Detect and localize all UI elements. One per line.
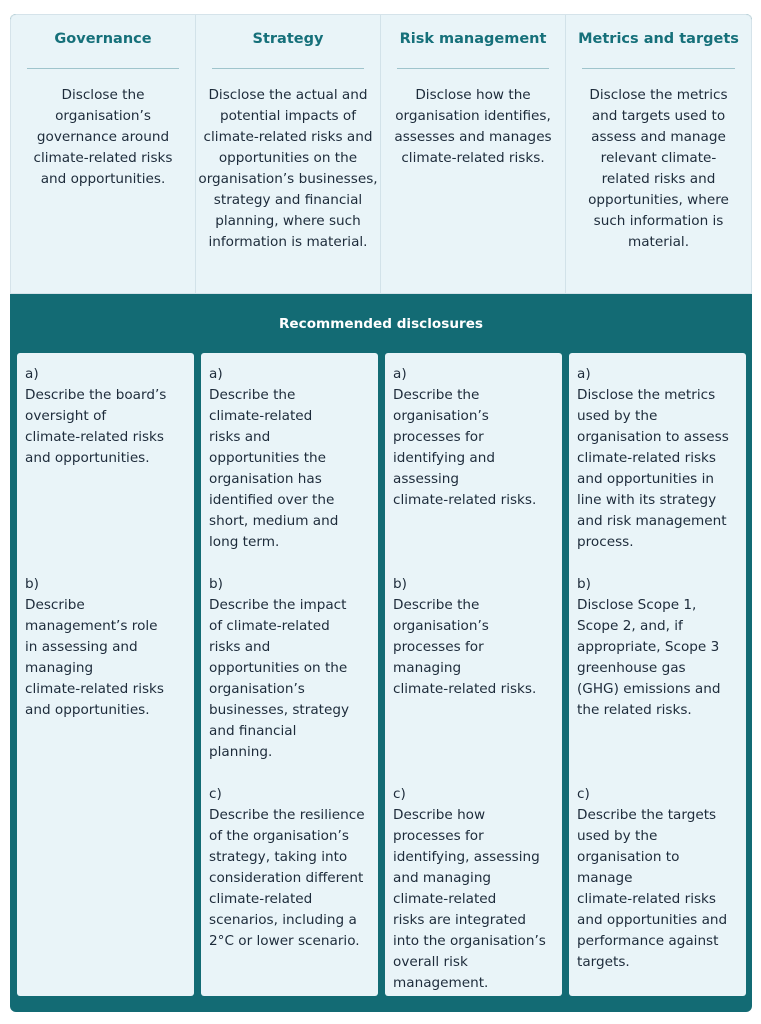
pillar-description: Disclose the metrics and targets used to assess and manage relevant climate-related risks and opportunities, where such information is material. — [588, 87, 729, 250]
pillar-metrics-and-targets — [566, 15, 751, 293]
disclosure-text: Describe the impact of climate-related risks and opportunities on the organisation’s businesses, strategy and financial planning. — [209, 597, 350, 760]
disclosure-label: c) — [209, 786, 222, 802]
disclosure-item — [393, 574, 569, 700]
disclosure-text: Describe the organisation’s processes for identifying and assessing climate-related risks. — [393, 387, 537, 508]
disclosure-text: Describe how processes for identifying, assessing and managing climate-related risks are integrated into the organisation’s overall risk management. — [393, 807, 546, 991]
pillar-description: Disclose the actual and potential impacts of climate-related risks and opportunities on the organisation’s businesses, strategy and financial planning, where such information is material. — [198, 87, 378, 250]
disclosure-label: b) — [25, 576, 39, 592]
disclosure-label: a) — [577, 366, 591, 382]
disclosure-label: b) — [393, 576, 407, 592]
pillar-title: Risk management — [399, 31, 547, 47]
disclosure-text: Describe the targets used by the organisation to manage climate-related risks and opportunities and performance against targets. — [577, 807, 728, 970]
disclosure-item — [209, 364, 385, 553]
disclosure-item — [25, 364, 201, 469]
disclosure-text: Describe the board’s oversight of climate-related risks and opportunities. — [25, 387, 167, 466]
disclosure-label: a) — [393, 366, 407, 382]
disclosure-item — [393, 784, 569, 994]
divider — [582, 68, 735, 69]
disclosure-item — [25, 574, 201, 721]
metrics-and-targets-disclosures-card — [569, 353, 746, 996]
disclosure-framework — [10, 14, 752, 1012]
disclosure-text: Describe the resilience of the organisation’s strategy, taking into consideration different climate-related scenarios, including a 2°C or lower scenario. — [209, 807, 365, 949]
disclosure-text: Disclose Scope 1, Scope 2, and, if appropriate, Scope 3 greenhouse gas (GHG) emissions and the related risks. — [577, 597, 721, 718]
disclosure-item — [577, 574, 752, 721]
disclosure-text: Describe the organisation’s processes for managing climate-related risks. — [393, 597, 537, 697]
disclosure-text: Describe the climate-related risks and opportunities the organisation has identified over the short, medium and long term. — [209, 387, 339, 550]
governance-disclosures-card — [17, 353, 194, 996]
risk-management-disclosures-card — [385, 353, 562, 996]
pillar-description: Disclose the organisation’s governance around climate-related risks and opportunities. — [33, 87, 173, 187]
divider — [397, 68, 549, 69]
pillars-header — [10, 14, 752, 294]
disclosure-label: a) — [25, 366, 39, 382]
disclosure-item — [209, 784, 385, 952]
disclosure-label: c) — [393, 786, 406, 802]
disclosure-item — [393, 364, 569, 511]
pillar-strategy — [196, 15, 381, 293]
pillar-risk-management — [381, 15, 566, 293]
disclosure-label: a) — [209, 366, 223, 382]
recommended-disclosures-heading: Recommended disclosures — [278, 316, 484, 332]
disclosure-item — [577, 364, 752, 553]
disclosure-label: c) — [577, 786, 590, 802]
pillar-title: Governance — [54, 31, 152, 47]
disclosure-item — [577, 784, 752, 973]
strategy-disclosures-card — [201, 353, 378, 996]
disclosure-label: b) — [209, 576, 223, 592]
pillar-title: Metrics and targets — [578, 31, 739, 47]
divider — [27, 68, 179, 69]
pillar-governance — [11, 15, 196, 293]
disclosure-text: Describe management’s role in assessing and managing climate-related risks and opportunities. — [25, 597, 165, 718]
pillar-description: Disclose how the organisation identifies, assesses and manages climate-related risks. — [394, 87, 552, 166]
pillar-title: Strategy — [252, 31, 324, 47]
disclosure-text: Disclose the metrics used by the organisation to assess climate-related risks and opportunities in line with its strategy and risk management process. — [577, 387, 729, 550]
disclosure-item — [209, 574, 385, 763]
disclosure-label: b) — [577, 576, 591, 592]
divider — [212, 68, 364, 69]
